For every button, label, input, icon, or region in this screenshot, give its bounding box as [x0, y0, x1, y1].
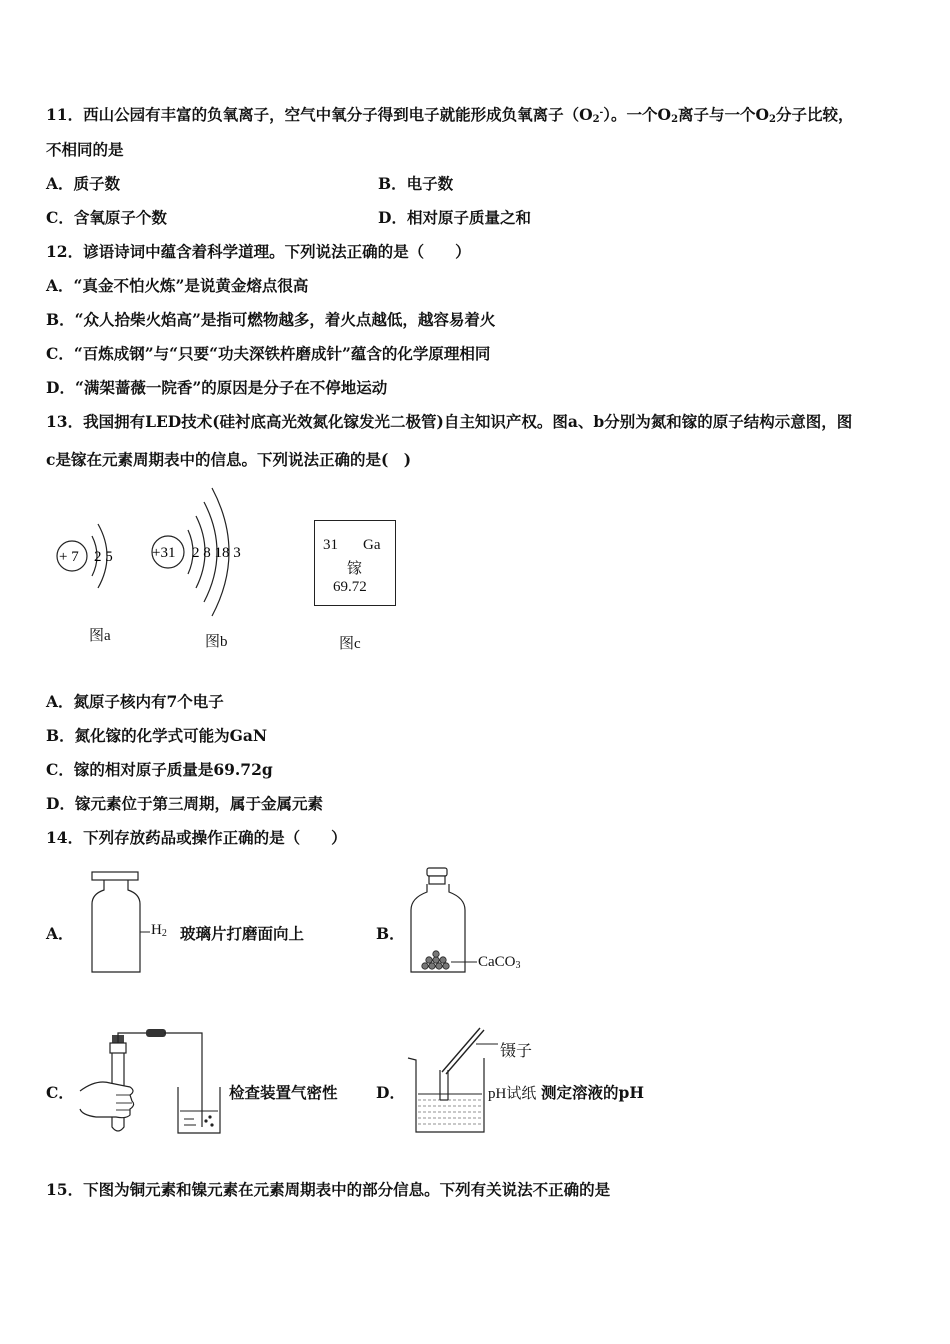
q11-superscript: - — [599, 108, 604, 118]
q11-stem-part-d: 分子比较， — [776, 105, 854, 124]
q15-stem: 15．下图为铜元素和镍元素在元素周期表中的部分信息。下列有关说法不正确的是 — [46, 1180, 611, 1199]
ph-test-diagram — [404, 1024, 504, 1136]
q11-stem — [46, 103, 854, 130]
gallium-nucleus: +31 — [152, 545, 176, 561]
q11-option-c: C．含氧原子个数 — [46, 208, 167, 227]
q12-option-c: C．“百炼成钢”与“只要“功夫深铁杵磨成针”蕴含的化学原理相同 — [46, 344, 491, 363]
q11-subscript: 2 — [592, 114, 600, 125]
hydrogen-subscript: 2 — [161, 928, 167, 939]
nitrogen-nucleus: + 7 — [59, 549, 79, 565]
gallium-atom-diagram — [148, 482, 268, 627]
q12-stem: 12．谚语诗词中蕴含着科学道理。下列说法正确的是（ ） — [46, 242, 471, 261]
q13-option-c: C．镓的相对原子质量是69.72g — [46, 760, 273, 779]
q11-option-a: A．质子数 — [46, 174, 121, 193]
gas-bottle-diagram — [84, 868, 154, 978]
q13-option-d: D．镓元素位于第三周期，属于金属元素 — [46, 794, 323, 813]
nitrogen-atom-diagram — [50, 508, 140, 608]
q13-option-a: A．氮原子核内有7个电子 — [46, 692, 224, 711]
ph-paper-label: pH试纸 — [488, 1086, 537, 1102]
tweezers-label: 镊子 — [500, 1043, 533, 1060]
hydrogen-symbol: H — [151, 922, 162, 938]
q11-option-b: B．电子数 — [378, 174, 454, 193]
q14-option-d-label: D． — [376, 1083, 405, 1102]
calcium-carbonate-formula: CaCO — [478, 954, 516, 970]
q11-stem-part-b: ）。一个O — [603, 105, 672, 124]
q14-stem: 14．下列存放药品或操作正确的是（ ） — [46, 828, 347, 847]
gallium-atomic-mass: 69.72 — [333, 579, 367, 595]
q12-option-b: B．“众人拾柴火焰高”是指可燃物越多，着火点越低，越容易着火 — [46, 310, 496, 329]
q14-option-c-text: 检查装置气密性 — [229, 1083, 338, 1102]
q11-stem-line2: 不相同的是 — [46, 140, 124, 159]
q14-option-d-text: 测定溶液的pH — [541, 1083, 644, 1102]
q11-option-d: D．相对原子质量之和 — [378, 208, 531, 227]
calcium-carbonate-label — [478, 954, 521, 971]
hydrogen-label — [151, 922, 167, 939]
stoppered-bottle-diagram — [405, 866, 485, 978]
gallium-periodic-cell — [314, 520, 396, 606]
q11-stem-part-c: 离子与一个O — [678, 105, 770, 124]
calcium-carbonate-subscript: 3 — [515, 960, 521, 971]
nitrogen-shell-electrons: 2 5 — [94, 549, 113, 565]
q14-option-a-label: A． — [46, 924, 74, 943]
q12-option-d: D．“满架蔷薇一院香”的原因是分子在不停地运动 — [46, 378, 388, 397]
q14-option-b-label: B． — [376, 924, 405, 943]
figure-c-caption: 图c — [339, 636, 361, 652]
figure-b-caption: 图b — [205, 634, 228, 650]
q14-option-a-text: 玻璃片打磨面向上 — [180, 924, 305, 943]
q11-subscript-2: 2 — [671, 114, 679, 125]
gallium-atomic-number: 31 — [323, 537, 338, 553]
q12-option-a: A．“真金不怕火炼”是说黄金熔点很高 — [46, 276, 309, 295]
q13-option-b: B．氮化镓的化学式可能为GaN — [46, 726, 268, 745]
q11-subscript-3: 2 — [769, 114, 777, 125]
q14-option-c-label: C． — [46, 1083, 74, 1102]
q13-stem-line1: 13．我国拥有LED技术(硅衬底高光效氮化镓发光二极管)自主知识产权。图a、b分别为氮和镓的原子结构示意图，图 — [46, 412, 853, 431]
figure-a-caption: 图a — [89, 628, 111, 644]
q11-stem-part-a: 11．西山公园有丰富的负氧离子，空气中氧分子得到电子就能形成负氧离子（O — [46, 105, 593, 124]
airtightness-check-diagram — [76, 1025, 226, 1137]
gallium-symbol: Ga — [363, 537, 381, 553]
gallium-shell-electrons: 2 8 18 3 — [192, 545, 241, 561]
gallium-name: 镓 — [347, 561, 363, 577]
q13-stem-line2: c是镓在元素周期表中的信息。下列说法正确的是( ) — [46, 450, 412, 469]
